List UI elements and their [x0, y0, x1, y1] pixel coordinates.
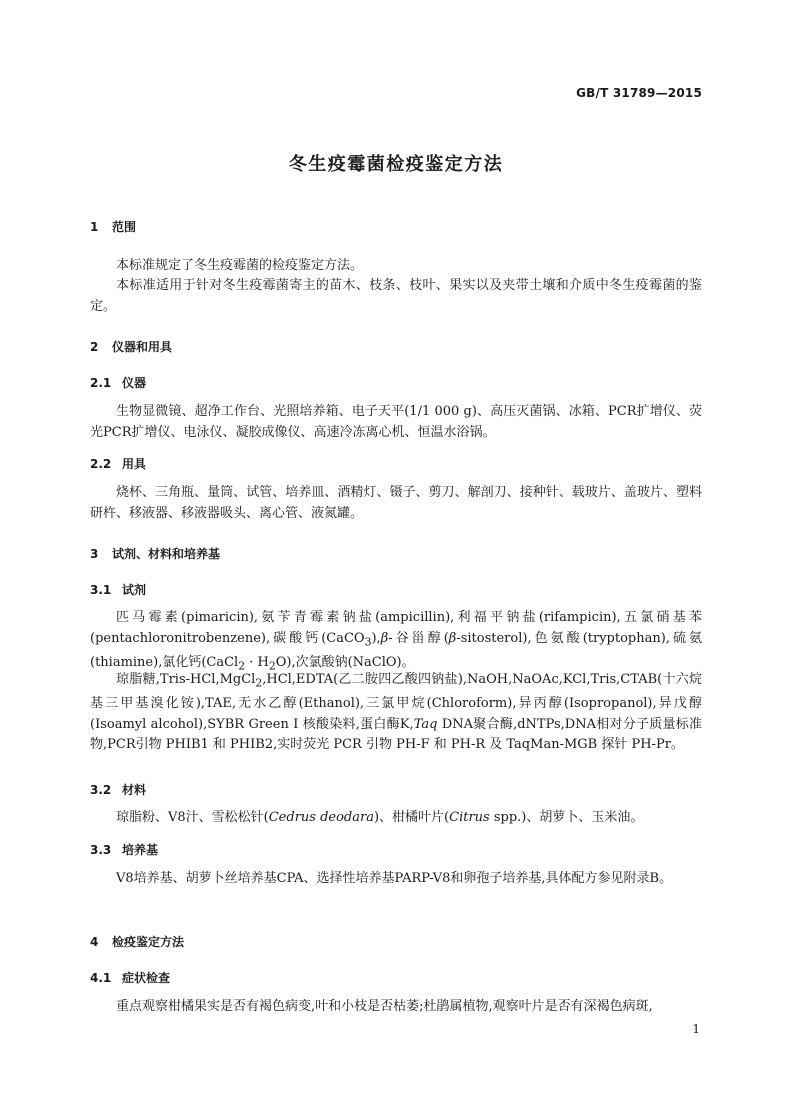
paragraph-scope-1: 本标准规定了冬生疫霉菌的检疫鉴定方法。	[116, 258, 364, 273]
paragraph-reagents-2: 琼脂糖,Tris-HCl,MgCl$_2$,HCl,EDTA(乙二胺四乙酸四钠盐),NaOH,NaOAc,KCl,Tris,CTAB(十六烷基三甲基溴化铵),TAE,无水乙醇(Ethanol),三氯甲烷(Chloroform),异丙醇(Isopropanol),异戊醇(Isoamyl alcohol),SYBR Green I 核酸染料,蛋白酶K,Taq DNA聚合酶,dNTPs,DNA相对分子质量标准物,PCR引物 PHIB1 和 PHIB2,实时荧光 PCR 引物 PH-F 和 PH-R 及 TaqMan-MGB 探针 PH-Pr。	[90, 672, 702, 753]
paragraph-reagents-1: 匹马霉素(pimaricin),氨苄青霉素钠盐(ampicillin),利福平钠盐(rifampicin),五氯硝基苯(pentachloronitrobenzene),碳酸钙(CaCO$_3$),β-谷甾醇(β-sitosterol),色氨酸(tryptophan),硫氨(thiamine),氯化钙(CaCl$_2$ · $H_2O$),次氯酸钠(NaClO)。	[90, 610, 702, 673]
section-heading-3	[90, 545, 220, 562]
paragraph-tools: 烧杯、三角瓶、量筒、试管、培养皿、酒精灯、镊子、剪刀、解剖刀、接种针、载玻片、盖玻片、塑料研杵、移液器、移液器吸头、离心管、液氮罐。	[90, 485, 702, 521]
standard-number: GB/T 31789—2015	[576, 86, 702, 100]
section-number: 4.1	[90, 971, 112, 985]
section-number: 2	[90, 340, 99, 354]
section-number: 3.1	[90, 583, 112, 597]
section-title: 症状检查	[122, 971, 171, 985]
section-heading-2-2	[90, 455, 146, 472]
section-number: 3.3	[90, 843, 112, 857]
section-number: 3.2	[90, 783, 112, 797]
section-heading-3-3	[90, 841, 158, 858]
section-number: 3	[90, 547, 99, 561]
section-title: 试剂、材料和培养基	[112, 547, 221, 561]
section-title: 培养基	[122, 843, 159, 857]
section-number: 4	[90, 935, 99, 949]
section-heading-1	[90, 218, 136, 235]
document-title: 冬生疫霉菌检疫鉴定方法	[288, 154, 504, 175]
section-number: 2.2	[90, 457, 112, 471]
paragraph-materials: 琼脂粉、V8汁、雪松松针(Cedrus deodara)、柑橘叶片(Citrus spp.)、胡萝卜、玉米油。	[116, 810, 644, 825]
section-heading-4	[90, 933, 184, 950]
paragraph-symptoms: 重点观察柑橘果实是否有褐色病变,叶和小枝是否枯萎;杜鹃属植物,观察叶片是否有深褐色病斑,	[116, 999, 653, 1014]
section-heading-2-1	[90, 374, 146, 391]
paragraph-instruments: 生物显微镜、超净工作台、光照培养箱、电子天平(1/1 000 g)、高压灭菌锅、冰箱、PCR扩增仪、荧光PCR扩增仪、电泳仪、凝胶成像仪、高速冷冻离心机、恒温水浴锅。	[90, 404, 702, 440]
page-number: 1	[692, 1022, 700, 1036]
section-heading-3-1	[90, 581, 146, 598]
paragraph-media: V8培养基、胡萝卜丝培养基CPA、选择性培养基PARP-V8和卵孢子培养基,具体配方参见附录B。	[116, 871, 673, 886]
section-title: 材料	[122, 783, 147, 797]
section-number: 2.1	[90, 376, 112, 390]
section-title: 仪器和用具	[112, 340, 173, 354]
section-title: 用具	[122, 457, 147, 471]
section-title: 仪器	[122, 376, 147, 390]
section-title: 试剂	[122, 583, 147, 597]
paragraph-scope-2: 本标准适用于针对冬生疫霉菌寄主的苗木、枝条、枝叶、果实以及夹带土壤和介质中冬生疫霉菌的鉴定。	[90, 278, 702, 314]
section-heading-3-2	[90, 781, 146, 798]
section-heading-2	[90, 338, 172, 355]
section-title: 范围	[112, 220, 137, 234]
section-title: 检疫鉴定方法	[112, 935, 185, 949]
section-number: 1	[90, 220, 99, 234]
section-heading-4-1	[90, 969, 170, 986]
